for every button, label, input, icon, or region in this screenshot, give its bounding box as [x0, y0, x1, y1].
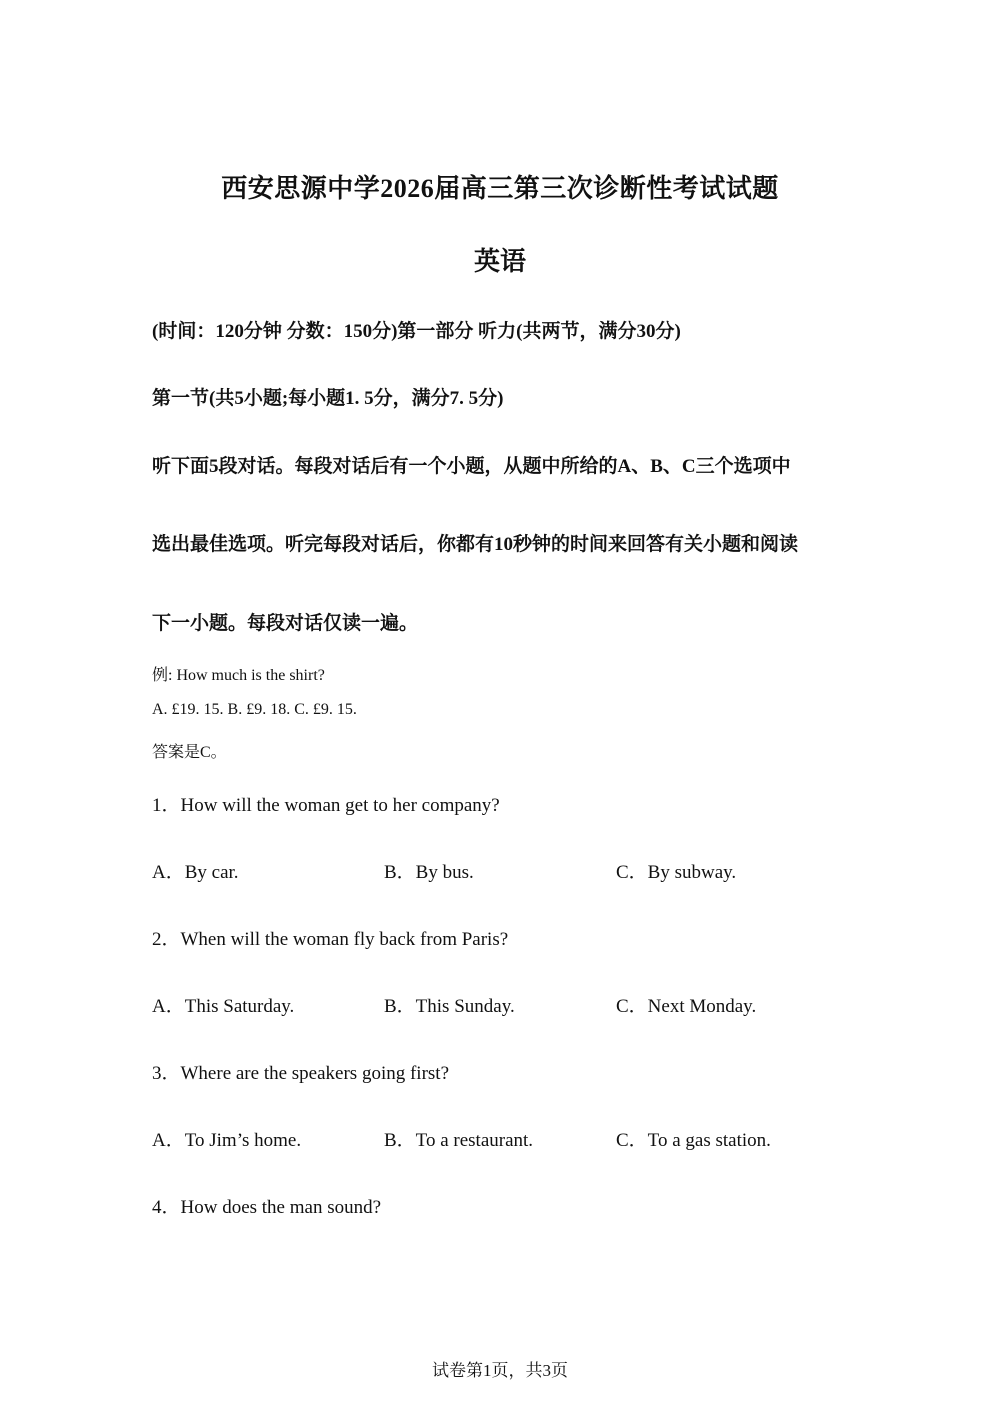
exam-title: 西安思源中学2026届高三第三次诊断性考试试题: [221, 174, 779, 203]
option-c: C．Next Monday.: [616, 996, 757, 1017]
example-question: 例: How much is the shirt?: [152, 667, 325, 684]
option-c: C．To a gas station.: [616, 1130, 771, 1151]
option-c: C．By subway.: [616, 862, 737, 883]
instruction-line: 选出最佳选项。听完每段对话后，你都有10秒钟的时间来回答有关小题和阅读: [152, 534, 799, 555]
option-b: B．To a restaurant.: [384, 1130, 534, 1151]
example-options: A. £19. 15. B. £9. 18. C. £9. 15.: [152, 701, 357, 718]
question-2: 2．When will the woman fly back from Paris?: [152, 929, 509, 950]
exam-info: (时间：120分钟 分数：150分)第一部分 听力(共两节，满分30分): [152, 321, 681, 342]
question-4: 4．How does the man sound?: [152, 1197, 382, 1218]
question-1-options: [0, 857, 1000, 883]
instruction-line: 听下面5段对话。每段对话后有一个小题，从题中所给的A、B、C三个选项中: [152, 456, 791, 477]
option-a: A．To Jim’s home.: [152, 1130, 302, 1151]
question-3: 3．Where are the speakers going first?: [152, 1063, 450, 1084]
question-2-options: [0, 991, 1000, 1017]
option-b: B．By bus.: [384, 862, 474, 883]
option-a: A．By car.: [152, 862, 239, 883]
page-footer: 试卷第1页，共3页: [432, 1361, 568, 1380]
subject-title: 英语: [473, 247, 526, 276]
option-a: A．This Saturday.: [152, 996, 295, 1017]
instruction-line: 下一小题。每段对话仅读一遍。: [152, 613, 419, 634]
section-info: 第一节(共5小题;每小题1. 5分，满分7. 5分): [152, 388, 504, 409]
question-3-options: [0, 1125, 1000, 1151]
example-answer: 答案是C。: [152, 744, 227, 761]
option-b: B．This Sunday.: [384, 996, 515, 1017]
question-1: 1．How will the woman get to her company?: [152, 795, 500, 816]
